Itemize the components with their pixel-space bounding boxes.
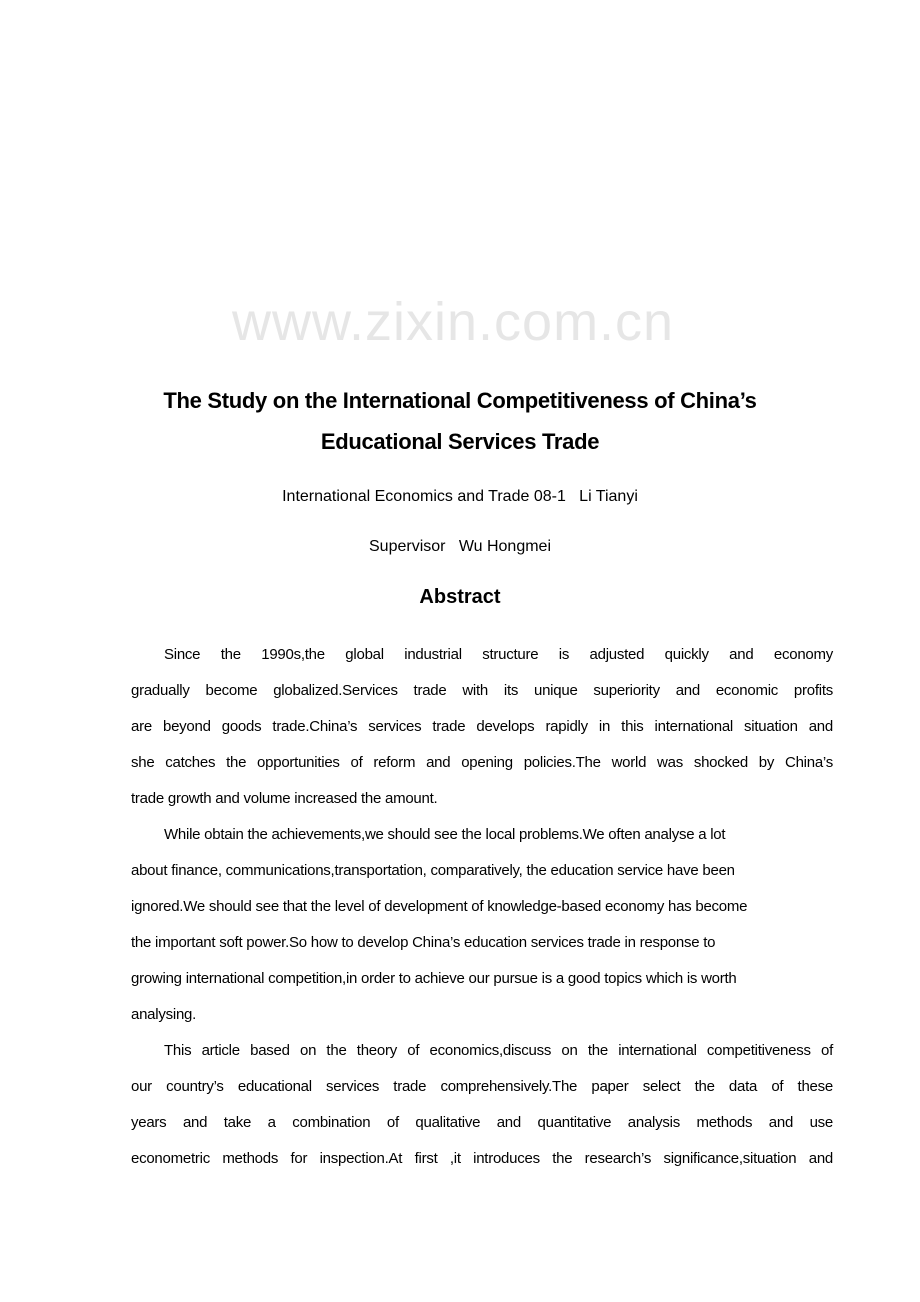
paragraph-1-line: she catches the opportunities of reform and opening policies.The world was shocked by China’s: [131, 754, 833, 771]
paragraph-2-line: While obtain the achievements,we should see the local problems.We often analyse a lot: [164, 826, 726, 843]
paragraph-2-line: analysing.: [131, 1006, 197, 1023]
paragraph-1-line: Since the 1990s,the global industrial structure is adjusted quickly and economy: [164, 646, 833, 663]
watermark: www.zixin.com.cn: [232, 292, 675, 352]
paragraph-3-line: econometric methods for inspection.At first ,it introduces the research’s significance,situation and: [131, 1150, 833, 1167]
paragraph-2-line: growing international competition,in order to achieve our pursue is a good topics which is worth: [131, 970, 737, 987]
paragraph-2-line: the important soft power.So how to develop China’s education services trade in response to: [131, 934, 716, 951]
paragraph-2-line: about finance, communications,transportation, comparatively, the education service have been: [131, 862, 735, 879]
paragraph-3-line: years and take a combination of qualitative and quantitative analysis methods and use: [131, 1114, 833, 1131]
paragraph-3-line: our country’s educational services trade comprehensively.The paper select the data of these: [131, 1078, 833, 1095]
paragraph-1-line: are beyond goods trade.China’s services trade develops rapidly in this international situation and: [131, 718, 833, 735]
paragraph-2-line: ignored.We should see that the level of development of knowledge-based economy has become: [131, 898, 748, 915]
paragraph-3-line: This article based on the theory of economics,discuss on the international competitiveness of: [164, 1042, 833, 1059]
abstract-heading: Abstract: [419, 586, 501, 608]
paragraph-1-line: gradually become globalized.Services trade with its unique superiority and economic profits: [131, 682, 833, 699]
author-line: International Economics and Trade 08-1 Li Tianyi: [282, 488, 638, 505]
document-title-line-1: The Study on the International Competitiveness of China’s: [163, 388, 757, 413]
document-title-line-2: Educational Services Trade: [320, 429, 600, 454]
paragraph-1-line: trade growth and volume increased the amount.: [131, 790, 438, 807]
supervisor-line: Supervisor Wu Hongmei: [369, 538, 551, 555]
